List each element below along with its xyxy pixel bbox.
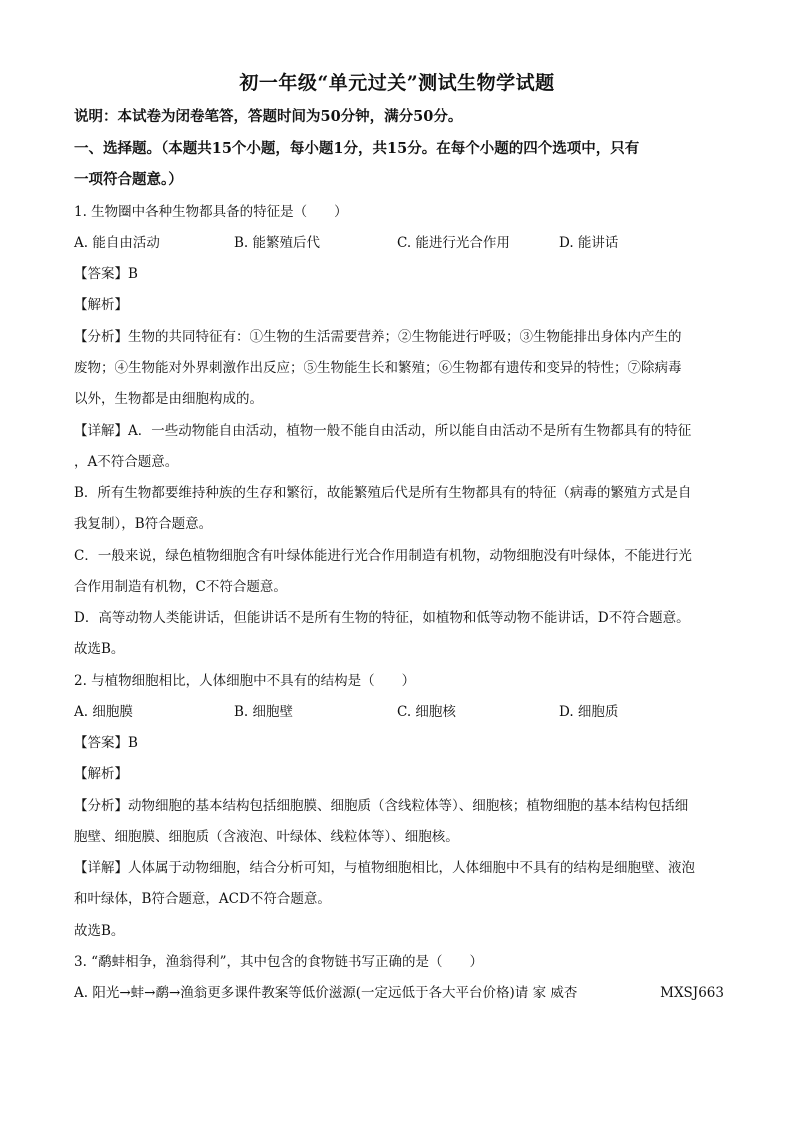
q1-conclusion: 故选B。: [74, 641, 125, 657]
page-title: 初一年级“单元过关”测试生物学试题: [239, 72, 555, 94]
q1-detail-line2: ，A不符合题意。: [74, 454, 179, 470]
q1-option-a: A. 能自由活动: [74, 235, 160, 251]
q2-option-b: B. 细胞壁: [234, 704, 294, 720]
q1-b-line1: B．所有生物都要维持种族的生存和繁衍，故能繁殖后代是所有生物都具有的特征（病毒的繁殖方式是自: [74, 485, 692, 501]
q2-detail-line2: 和叶绿体，B符合题意，ACD不符合题意。: [74, 891, 331, 907]
q2-jiexi: 【解析】: [74, 766, 128, 782]
q2-analysis-line1: 【分析】动物细胞的基本结构包括细胞膜、细胞质（含线粒体等）、细胞核；植物细胞的基本结构包括细: [74, 798, 689, 814]
exam-note: 说明：本试卷为闭卷笔答，答题时间为50分钟，满分50分。: [74, 108, 463, 125]
q3-option-a-line: [74, 984, 724, 1002]
q2-conclusion: 故选B。: [74, 923, 125, 939]
q3-stem: 3. “鹬蚌相争，渔翁得利”，其中包含的食物链书写正确的是（ ）: [74, 954, 483, 970]
section-heading-line1: 一、选择题。（本题共15个小题，每小题1分，共15分。在每个小题的四个选项中，只有: [74, 140, 640, 157]
q2-analysis-line2: 胞壁、细胞膜、细胞质（含液泡、叶绿体、线粒体等）、细胞核。: [74, 829, 459, 845]
q1-option-d: D. 能讲话: [559, 235, 619, 251]
q2-answer: 【答案】B: [74, 735, 138, 751]
q1-c-line1: C．一般来说，绿色植物细胞含有叶绿体能进行光合作用制造有机物，动物细胞没有叶绿体，不能进行光: [74, 548, 692, 564]
q2-option-a: A. 细胞膜: [74, 704, 133, 720]
q1-analysis-line1: 【分析】生物的共同特征有：①生物的生活需要营养；②生物能进行呼吸；③生物能排出身体内产生的: [74, 329, 682, 345]
q1-answer: 【答案】B: [74, 266, 138, 282]
q1-option-c: C. 能进行光合作用: [397, 235, 510, 251]
q2-option-d: D. 细胞质: [559, 704, 619, 720]
q1-options: [74, 234, 724, 252]
q1-b-line2: 我复制），B符合题意。: [74, 516, 213, 532]
q2-stem: 2. 与植物细胞相比，人体细胞中不具有的结构是（ ）: [74, 673, 416, 689]
q1-stem: 1. 生物圈中各种生物都具备的特征是（ ）: [74, 204, 348, 220]
q1-analysis-line2: 废物；④生物能对外界刺激作出反应；⑤生物能生长和繁殖；⑥生物都有遗传和变异的特性；⑦除病毒: [74, 360, 682, 376]
q1-detail-line1: 【详解】A．一些动物能自由活动，植物一般不能自由活动，所以能自由活动不是所有生物都具有的特征: [74, 423, 692, 439]
q2-option-c: C. 细胞核: [397, 704, 456, 720]
q2-options: [74, 703, 724, 721]
q1-d-line1: D．高等动物人类能讲话，但能讲话不是所有生物的特征，如植物和低等动物不能讲话，D不符合题意。: [74, 610, 690, 626]
q1-analysis-line3: 以外，生物都是由细胞构成的。: [74, 391, 263, 407]
q1-option-b: B. 能繁殖后代: [234, 235, 321, 251]
q2-detail-line1: 【详解】人体属于动物细胞，结合分析可知，与植物细胞相比，人体细胞中不具有的结构是细胞壁、液泡: [74, 860, 695, 876]
watermark-code: MXSJ663: [660, 985, 724, 1001]
section-heading-line2: 一项符合题意。）: [74, 171, 183, 188]
q1-c-line2: 合作用制造有机物，C不符合题意。: [74, 579, 287, 595]
q3-option-a: A. 阳光→蚌→鹬→渔翁更多课件教案等低价滋源(一定远低于各大平台价格)请 家 威杏: [74, 985, 578, 1001]
q1-jiexi: 【解析】: [74, 297, 128, 313]
